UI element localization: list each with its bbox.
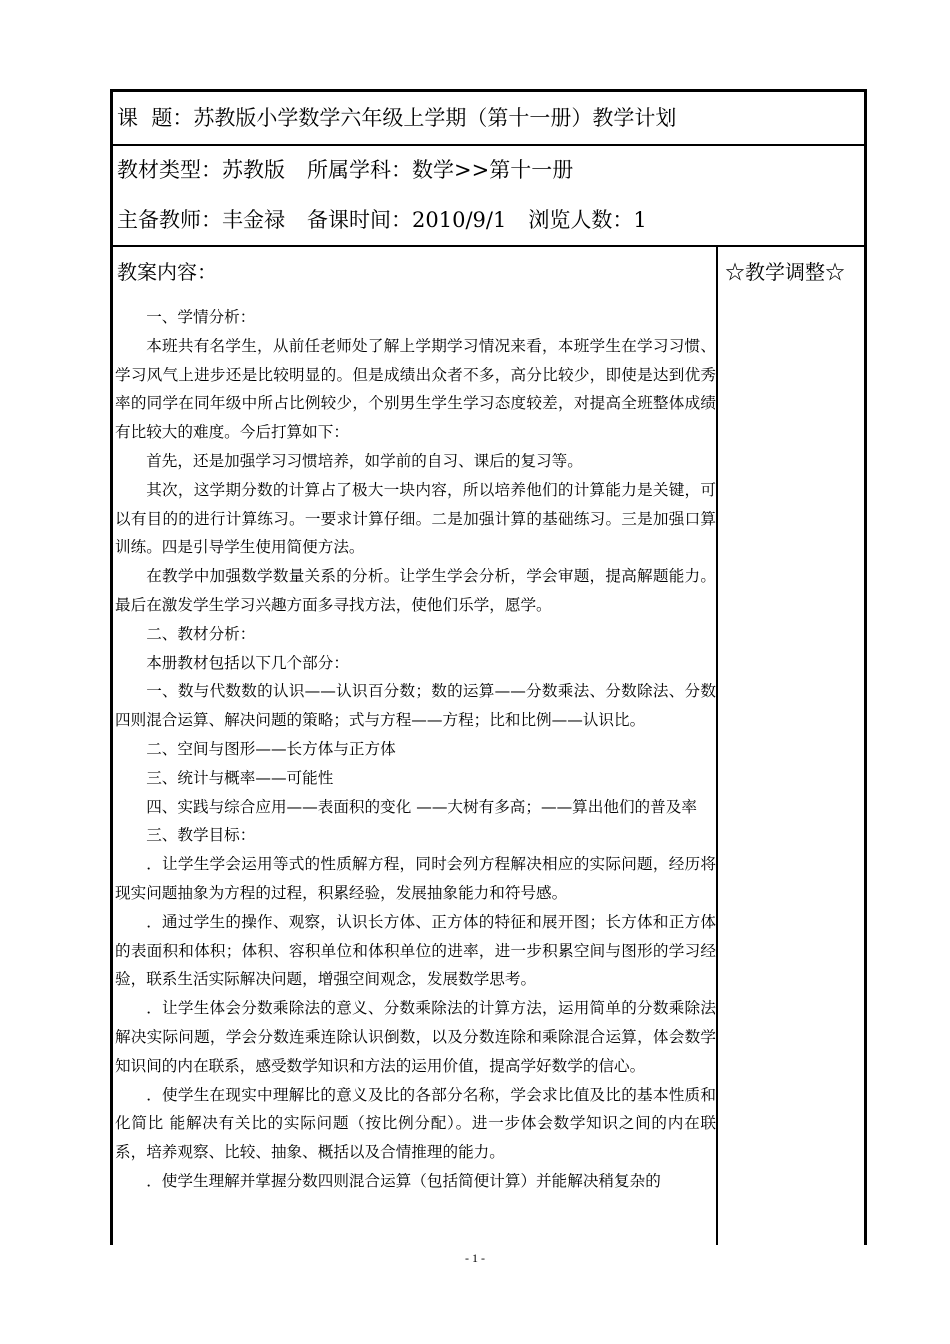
subject-label: 所属学科： bbox=[307, 158, 412, 182]
divider bbox=[113, 144, 864, 146]
paragraph: ．使学生在现实中理解比的意义及比的各部分名称，学会求比值及比的基本性质和化简比 能解决有关比的实际问题（按比例分配）。进一步体会数学知识之间的内在联系，培养观察、比较、抽象、概括以及合情推理的能力。 bbox=[115, 1085, 716, 1162]
views-value: 1 bbox=[633, 208, 647, 232]
paragraph: 二、教材分析： bbox=[146, 624, 256, 643]
title-label: 课 题： bbox=[117, 106, 194, 130]
paragraph: ．通过学生的操作、观察，认识长方体、正方体的特征和展开图；长方体和正方体的表面积和体积；体积、容积单位和体积单位的进率，进一步积累空间与图形的学习经验，联系生活实际解决问题，增强空间观念，发展数学思考。 bbox=[115, 912, 716, 989]
time-label: 备课时间： bbox=[307, 208, 412, 232]
content-title: 教案内容： bbox=[117, 260, 217, 284]
paragraph: 其次，这学期分数的计算占了极大一块内容，所以培养他们的计算能力是关键，可以有目的的进行计算练习。一要求计算仔细。二是加强计算的基础练习。三是加强口算训练。四是引导学生使用简便方法。 bbox=[115, 480, 716, 557]
adjust-title: ☆教学调整☆ bbox=[725, 260, 845, 284]
paragraph: 本班共有名学生，从前任老师处了解上学期学习情况来看，本班学生在学习习惯、学习风气上进步还是比较明显的。但是成绩出众者不多，高分比较少，即使是达到优秀率的同学在同年级中所占比例较少，个别男生学生学习态度较差，对提高全班整体成绩有比较大的难度。今后打算如下： bbox=[115, 336, 716, 442]
paragraph: 一、数与代数数的认识——认识百分数；数的运算——分数乘法、分数除法、分数四则混合运算、解决问题的策略；式与方程——方程；比和比例——认识比。 bbox=[115, 682, 716, 730]
type-label: 教材类型： bbox=[117, 158, 222, 182]
subject-value: 数学>>第十一册 bbox=[412, 158, 574, 182]
lesson-content bbox=[115, 303, 716, 1248]
teacher-label: 主备教师： bbox=[117, 208, 222, 232]
paragraph: 在教学中加强数学数量关系的分析。让学生学会分析，学会审题，提高解题能力。最后在激发学生学习兴趣方面多寻找方法，使他们乐学，愿学。 bbox=[115, 567, 716, 614]
column-divider bbox=[716, 245, 718, 1245]
paragraph: ．让学生体会分数乘除法的意义、分数乘除法的计算方法，运用简单的分数乘除法解决实际问题，学会分数连乘连除认识倒数，以及分数连除和乘除混合运算，体会数学知识间的内在联系，感受数学知识和方法的运用价值，提高学好数学的信心。 bbox=[115, 999, 716, 1075]
paragraph: ．使学生理解并掌握分数四则混合运算（包括简便计算）并能解决稍复杂的 bbox=[146, 1171, 661, 1190]
paragraph: 三、统计与概率——可能性 bbox=[146, 768, 334, 787]
paragraph: 三、教学目标： bbox=[146, 826, 256, 845]
paragraph: 四、实践与综合应用——表面积的变化 ——大树有多高；——算出他们的普及率 bbox=[146, 797, 697, 816]
teacher-row bbox=[117, 208, 647, 232]
time-value: 2010/9/1 bbox=[412, 208, 507, 232]
type-value: 苏教版 bbox=[222, 158, 285, 182]
title-row bbox=[117, 106, 676, 130]
paragraph: 本册教材包括以下几个部分： bbox=[146, 653, 349, 672]
material-row bbox=[117, 158, 573, 182]
paragraph: 一、学情分析： bbox=[146, 308, 256, 326]
page-number: - 1 - bbox=[465, 1251, 485, 1265]
teacher-value: 丰金禄 bbox=[222, 208, 285, 232]
lesson-plan-table bbox=[110, 89, 867, 1245]
paragraph: 二、空间与图形——长方体与正方体 bbox=[146, 739, 396, 758]
views-label: 浏览人数： bbox=[528, 208, 634, 232]
title-value: 苏教版小学数学六年级上学期（第十一册）教学计划 bbox=[193, 106, 677, 130]
paragraph: 首先，还是加强学习习惯培养，如学前的自习、课后的复习等。 bbox=[146, 451, 583, 470]
divider bbox=[113, 245, 864, 247]
paragraph: ．让学生学会运用等式的性质解方程，同时会列方程解决相应的实际问题，经历将现实问题抽象为方程的过程，积累经验，发展抽象能力和符号感。 bbox=[115, 855, 716, 902]
